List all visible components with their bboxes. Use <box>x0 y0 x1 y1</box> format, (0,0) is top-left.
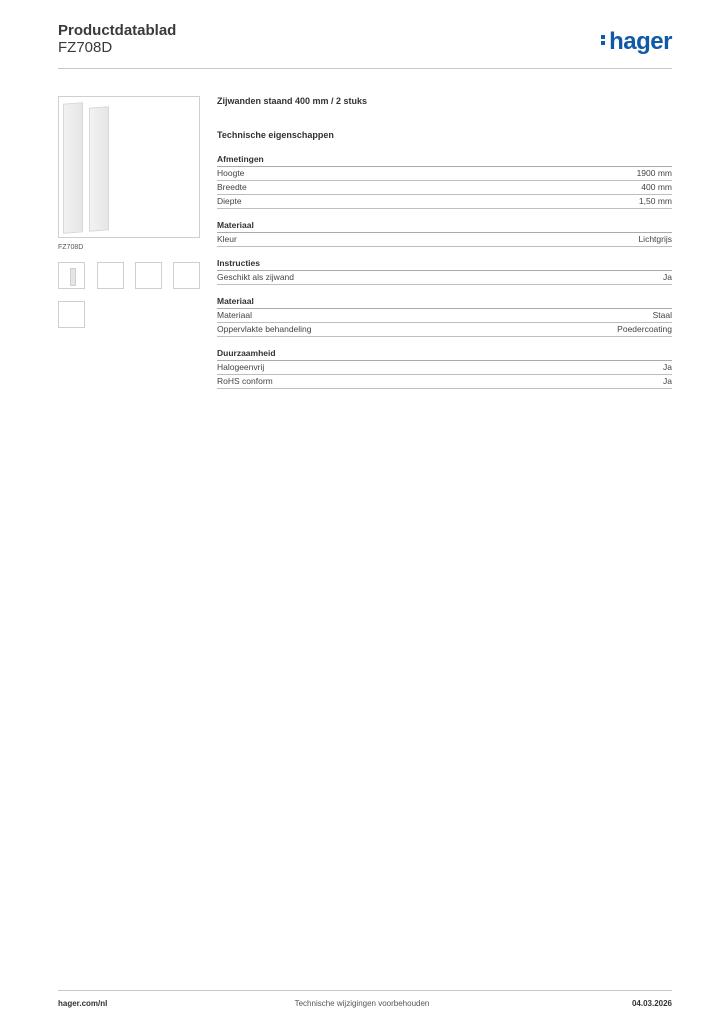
thumbnail-1[interactable] <box>58 262 85 289</box>
spec-label: Kleur <box>217 234 237 244</box>
hager-logo <box>601 28 672 56</box>
thumbnail-panel-image <box>70 268 76 286</box>
logo-text: hager <box>609 28 672 55</box>
spec-value: Ja <box>663 362 672 372</box>
spec-group-instructies <box>217 258 672 285</box>
image-caption: FZ708D <box>58 244 84 251</box>
spec-label: Materiaal <box>217 310 252 320</box>
spec-row <box>217 271 672 285</box>
spec-group-title: Duurzaamheid <box>217 348 672 361</box>
product-main-image[interactable] <box>58 96 200 238</box>
specifications-section <box>217 96 672 389</box>
spec-label: Geschikt als zijwand <box>217 272 295 282</box>
spec-label: Halogeenvrij <box>217 362 265 372</box>
thumbnail-2[interactable] <box>97 262 124 289</box>
thumbnail-5[interactable] <box>58 301 85 328</box>
spec-row <box>217 233 672 247</box>
spec-value: 1,50 mm <box>638 196 672 206</box>
spec-value: Ja <box>663 376 672 386</box>
spec-row <box>217 375 672 389</box>
spec-group-materiaal <box>217 296 672 337</box>
spec-group-title: Materiaal <box>217 296 672 309</box>
spec-label: Breedte <box>217 182 247 192</box>
spec-row <box>217 309 672 323</box>
spec-value: Staal <box>652 310 672 320</box>
spec-row <box>217 167 672 181</box>
footer-notice: Technische wijzigingen voorbehouden <box>294 999 430 1008</box>
product-code: FZ708D <box>58 39 113 56</box>
spec-value: Ja <box>663 272 672 282</box>
spec-group-title: Afmetingen <box>217 154 672 167</box>
spec-group-duurzaamheid <box>217 348 672 389</box>
page-title: Productdatablad <box>58 22 177 39</box>
footer-divider <box>58 990 672 991</box>
spec-group-materiaal-kleur <box>217 220 672 247</box>
header-divider <box>58 68 672 69</box>
thumbnail-3[interactable] <box>135 262 162 289</box>
spec-row <box>217 195 672 209</box>
footer-website-link[interactable]: hager.com/nl <box>58 999 108 1008</box>
spec-value: Lichtgrijs <box>638 234 672 244</box>
spec-label: RoHS conform <box>217 376 273 386</box>
spec-label: Oppervlakte behandeling <box>217 324 312 334</box>
specs-heading: Technische eigenschappen <box>217 130 334 140</box>
spec-group-title: Instructies <box>217 258 672 271</box>
spec-row <box>217 361 672 375</box>
spec-row <box>217 323 672 337</box>
thumbnail-4[interactable] <box>173 262 200 289</box>
spec-value: 1900 mm <box>636 168 672 178</box>
product-description: Zijwanden staand 400 mm / 2 stuks <box>217 96 368 106</box>
spec-value: 400 mm <box>641 182 672 192</box>
spec-group-afmetingen <box>217 154 672 209</box>
footer-date: 04.03.2026 <box>631 999 672 1008</box>
spec-group-title: Materiaal <box>217 220 672 233</box>
side-panel-image-right <box>89 106 109 231</box>
spec-row <box>217 181 672 195</box>
spec-value: Poedercoating <box>617 324 672 334</box>
side-panel-image-left <box>63 102 83 233</box>
spec-label: Hoogte <box>217 168 245 178</box>
logo-dots-icon <box>601 33 607 47</box>
spec-label: Diepte <box>217 196 242 206</box>
